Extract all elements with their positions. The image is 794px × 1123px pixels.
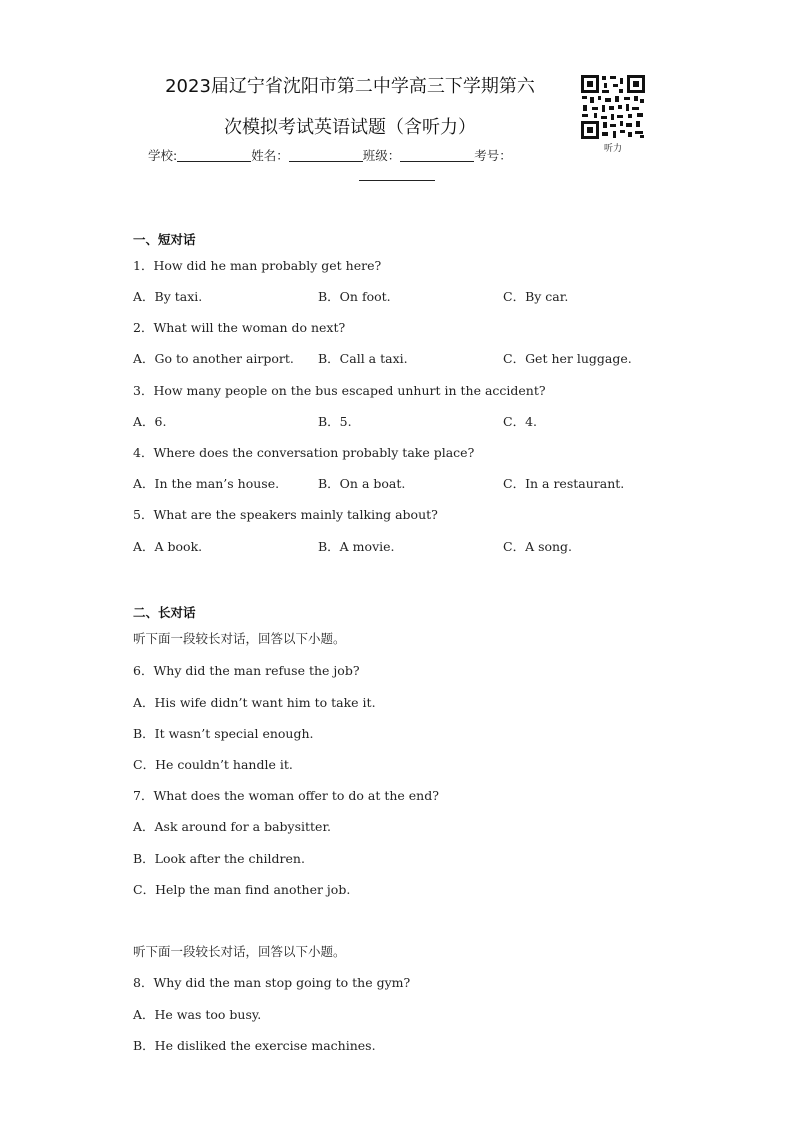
- question-stem: 6．Why did the man refuse the job?: [133, 663, 360, 678]
- exam-number-label: 考号：: [474, 148, 512, 163]
- question-stem: 7．What does the woman offer to do at the end?: [133, 788, 439, 803]
- option-c: C．In a restaurant.: [503, 476, 625, 491]
- question-stem: 4．Where does the conversation probably take place?: [133, 445, 475, 460]
- exam-title-line-2: 次模拟考试英语试题（含听力）: [224, 117, 476, 138]
- question-stem: 8．Why did the man stop going to the gym?: [133, 975, 411, 990]
- option-a: A．6.: [133, 414, 167, 429]
- listening-instruction: 听下面一段较长对话，回答以下小题。: [133, 944, 346, 959]
- question-stem: 3．How many people on the bus escaped unhurt in the accident?: [133, 383, 546, 398]
- section-heading-short-dialogues: 一、短对话: [133, 232, 196, 247]
- option-b: B．On a boat.: [318, 476, 406, 491]
- option-a: A．He was too busy.: [133, 1007, 262, 1022]
- option-a: A．Ask around for a babysitter.: [133, 819, 332, 834]
- section-heading-long-dialogues: 二、长对话: [133, 605, 196, 620]
- option-c: C．Help the man find another job.: [133, 882, 351, 897]
- name-label: 姓名：: [251, 148, 289, 163]
- option-b: B．It wasn’t special enough.: [133, 726, 314, 741]
- option-c: C．Get her luggage.: [503, 351, 632, 366]
- class-field[interactable]: [400, 148, 474, 162]
- option-c: C．4.: [503, 414, 537, 429]
- option-b: B．5.: [318, 414, 352, 429]
- option-c: C．He couldn’t handle it.: [133, 757, 293, 772]
- listening-instruction: 听下面一段较长对话，回答以下小题。: [133, 631, 346, 646]
- exam-title-line-1: 2023届辽宁省沈阳市第二中学高三下学期第六: [165, 76, 535, 97]
- class-label: 班级：: [362, 148, 401, 163]
- option-b: B．Call a taxi.: [318, 351, 408, 366]
- qr-code-label: 听力: [603, 144, 622, 154]
- option-a: A．His wife didn’t want him to take it.: [133, 695, 376, 710]
- option-b: B．On foot.: [318, 289, 391, 304]
- question-stem: 2．What will the woman do next?: [133, 320, 346, 335]
- exam-number-field[interactable]: [359, 180, 435, 181]
- option-b: B．Look after the children.: [133, 851, 305, 866]
- question-stem: 5．What are the speakers mainly talking about?: [133, 507, 438, 522]
- student-info-fields: [148, 146, 512, 164]
- option-a: A．By taxi.: [133, 289, 203, 304]
- school-field[interactable]: [177, 148, 251, 162]
- question-stem: 1．How did he man probably get here?: [133, 258, 382, 273]
- option-c: C．A song.: [503, 539, 573, 554]
- option-a: A．A book.: [133, 539, 203, 554]
- school-label: 学校:: [148, 148, 178, 163]
- name-field[interactable]: [289, 148, 363, 162]
- option-c: C．By car.: [503, 289, 569, 304]
- option-a: A．Go to another airport.: [133, 351, 294, 366]
- option-b: B．A movie.: [318, 539, 395, 554]
- option-a: A．In the man’s house.: [133, 476, 280, 491]
- qr-code-icon[interactable]: [580, 74, 646, 140]
- option-b: B．He disliked the exercise machines.: [133, 1038, 376, 1053]
